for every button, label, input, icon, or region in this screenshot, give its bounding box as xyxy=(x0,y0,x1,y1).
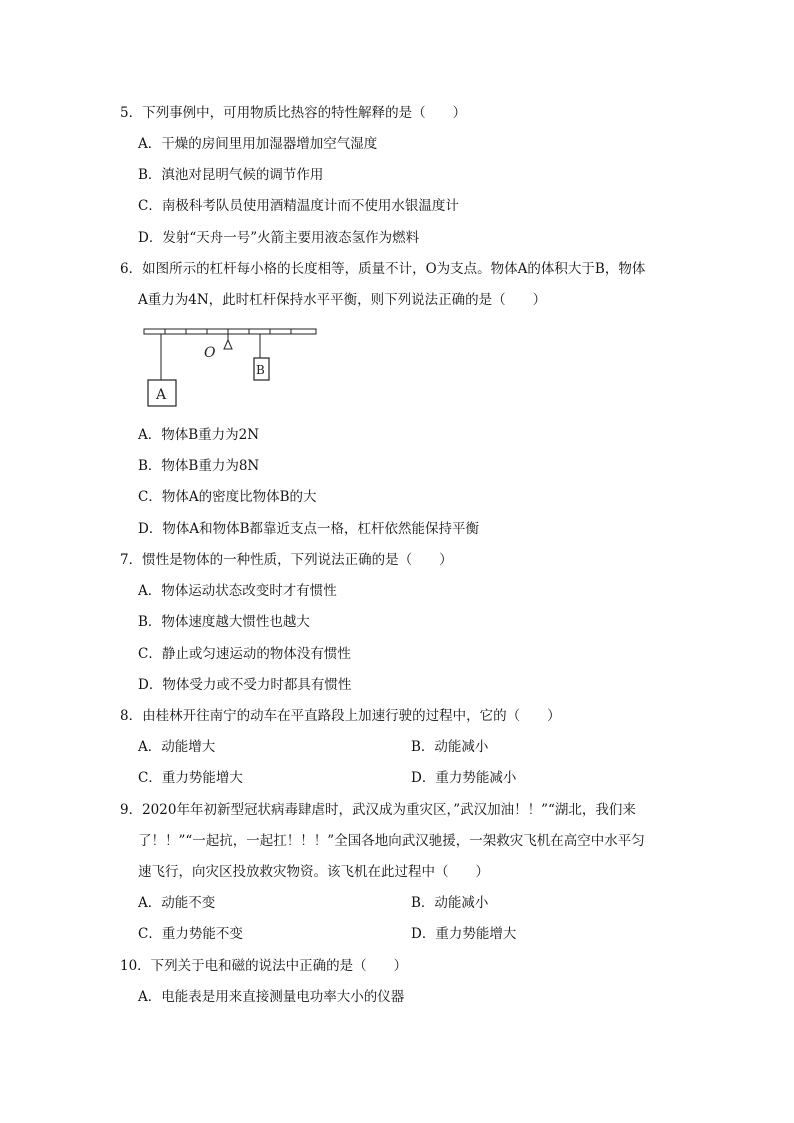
q6-option-d: D．物体A和物体B都靠近支点一格，杠杆依然能保持平衡 xyxy=(138,521,479,537)
q8-stem: 8．由桂林开往南宁的动车在平直路段上加速行驶的过程中，它的（ ） xyxy=(120,708,561,724)
q6-stem-line1: 6．如图所示的杠杆每小格的长度相等，质量不计，O为支点。物体A的体积大于B，物体 xyxy=(120,261,646,277)
q9-stem-line1: 9．2020年年初新型冠状病毒肆虐时，武汉成为重灾区，”武汉加油！！”“湖北，我们来 xyxy=(120,802,636,818)
q8-option-d: D．重力势能减小 xyxy=(411,770,517,786)
q7-stem: 7．惯性是物体的一种性质，下列说法正确的是（ ） xyxy=(120,552,453,568)
q7-option-a: A．物体运动状态改变时才有惯性 xyxy=(138,583,337,599)
lever-bar xyxy=(144,329,316,334)
block-b xyxy=(254,334,269,380)
q5-stem: 5．下列事例中，可用物质比热容的特性解释的是（ ） xyxy=(120,105,467,121)
q7-option-d: D．物体受力或不受力时都具有惯性 xyxy=(138,677,352,693)
q7-option-b: B．物体速度越大惯性也越大 xyxy=(138,614,310,630)
q6-option-a: A．物体B重力为2N xyxy=(138,427,260,443)
q10-stem: 10．下列关于电和磁的说法中正确的是（ ） xyxy=(120,958,408,974)
q5-option-b: B．滇池对昆明气候的调节作用 xyxy=(138,167,324,183)
pivot-label: O xyxy=(204,345,216,361)
q5-option-c: C．南极科考队员使用酒精温度计而不使用水银温度计 xyxy=(138,198,459,214)
q10-option-a: A．电能表是用来直接测量电功率大小的仪器 xyxy=(138,989,405,1005)
q7-option-c: C．静止或匀速运动的物体没有惯性 xyxy=(138,646,351,662)
q5-option-d: D．发射“天舟一号”火箭主要用液态氢作为燃料 xyxy=(138,230,420,246)
block-a xyxy=(148,334,176,406)
block-a-label: A xyxy=(156,387,167,403)
block-b-label: B xyxy=(256,363,265,377)
pivot-fulcrum xyxy=(224,334,232,349)
lever-figure xyxy=(140,323,325,411)
q6-option-b: B．物体B重力为8N xyxy=(138,458,260,474)
q9-option-a: A．动能不变 xyxy=(138,895,216,911)
q8-option-a: A．动能增大 xyxy=(138,739,216,755)
q6-stem-line2: A重力为4N，此时杠杆保持水平平衡，则下列说法正确的是（ ） xyxy=(138,292,547,308)
q9-stem-line3: 速飞行，向灾区投放救灾物资。该飞机在此过程中（ ） xyxy=(138,864,489,880)
q9-option-d: D．重力势能增大 xyxy=(411,926,517,942)
q9-option-c: C．重力势能不变 xyxy=(138,926,243,942)
q9-stem-line2: 了！！”“一起抗，一起扛！！！”全国各地向武汉驰援，一架救灾飞机在高空中水平匀 xyxy=(138,833,645,849)
q5-option-a: A．干燥的房间里用加湿器增加空气湿度 xyxy=(138,136,378,152)
q8-option-c: C．重力势能增大 xyxy=(138,770,243,786)
q8-option-b: B．动能减小 xyxy=(411,739,489,755)
q9-option-b: B．动能减小 xyxy=(411,895,489,911)
q6-option-c: C．物体A的密度比物体B的大 xyxy=(138,489,317,505)
